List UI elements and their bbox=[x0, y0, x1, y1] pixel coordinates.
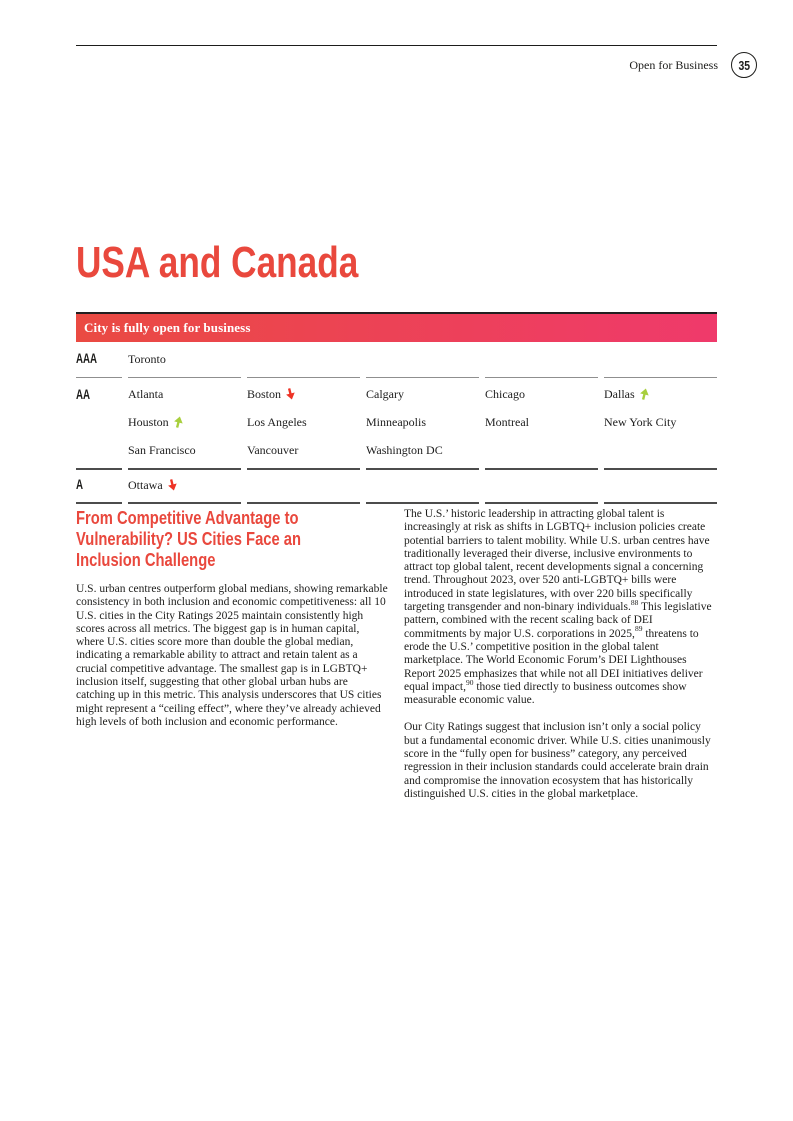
rating-row-aa bbox=[76, 378, 717, 468]
page-header bbox=[76, 52, 757, 78]
city-name: Dallas bbox=[604, 387, 635, 401]
city-name: Houston bbox=[128, 415, 169, 429]
city-item bbox=[247, 442, 360, 458]
footnote-ref: 88 bbox=[630, 597, 639, 607]
rating-grade-label: AAA bbox=[76, 351, 98, 366]
row-divider bbox=[76, 377, 717, 378]
city-name: Vancouver bbox=[247, 443, 299, 457]
article-left-column bbox=[76, 508, 389, 815]
city-item bbox=[247, 414, 360, 430]
ratings-rows bbox=[76, 342, 717, 504]
article-right-body bbox=[404, 508, 717, 801]
city-name: San Francisco bbox=[128, 443, 196, 457]
rating-grade-label: A bbox=[76, 477, 84, 492]
city-item bbox=[128, 350, 241, 368]
rating-grade bbox=[76, 386, 122, 458]
city-item bbox=[128, 414, 241, 430]
row-divider bbox=[76, 468, 717, 470]
trend-up-icon bbox=[639, 388, 650, 400]
city-item bbox=[128, 442, 241, 458]
divider-segment bbox=[485, 468, 598, 470]
city-name: Boston bbox=[247, 387, 282, 401]
city-item bbox=[128, 476, 241, 494]
divider-segment bbox=[128, 377, 241, 378]
divider-segment bbox=[247, 468, 360, 470]
rating-grade bbox=[76, 350, 122, 368]
divider-segment bbox=[485, 502, 598, 504]
rating-row-aaa bbox=[76, 342, 717, 377]
rating-row-a bbox=[76, 470, 717, 502]
city-item bbox=[366, 414, 479, 430]
city-name: Los Angeles bbox=[247, 415, 307, 429]
footnote-ref: 90 bbox=[465, 677, 474, 687]
article-left-body bbox=[76, 583, 389, 729]
city-name: Minneapolis bbox=[366, 415, 426, 429]
heading-line: From Competitive Advantage to bbox=[76, 508, 299, 528]
city-name: Washington DC bbox=[366, 443, 443, 457]
city-name: Chicago bbox=[485, 387, 525, 401]
city-name: New York City bbox=[604, 415, 677, 429]
ratings-banner-label: City is fully open for business bbox=[84, 320, 251, 335]
heading-line: Inclusion Challenge bbox=[76, 550, 216, 570]
divider-segment bbox=[366, 377, 479, 378]
divider-segment bbox=[76, 377, 122, 378]
city-ratings-table bbox=[76, 312, 717, 504]
heading-line: Vulnerability? US Cities Face an bbox=[76, 529, 302, 549]
article-right-column bbox=[404, 508, 717, 815]
row-divider bbox=[76, 502, 717, 504]
city-item bbox=[604, 414, 717, 430]
page-number: 35 bbox=[738, 57, 750, 73]
city-item bbox=[366, 442, 479, 458]
city-name: Montreal bbox=[485, 415, 529, 429]
divider-segment bbox=[485, 377, 598, 378]
section-label: Open for Business bbox=[629, 57, 718, 72]
divider-segment bbox=[366, 502, 479, 504]
divider-segment bbox=[76, 468, 122, 470]
city-name: Atlanta bbox=[128, 387, 164, 401]
trend-up-icon bbox=[173, 416, 184, 428]
footnote-ref: 89 bbox=[634, 624, 643, 634]
article-columns bbox=[76, 508, 717, 815]
divider-segment bbox=[604, 468, 717, 470]
divider-segment bbox=[604, 502, 717, 504]
city-item bbox=[485, 386, 598, 402]
divider-segment bbox=[604, 377, 717, 378]
page-title: USA and Canada bbox=[76, 238, 359, 288]
city-item bbox=[604, 386, 717, 402]
rating-grade-label: AA bbox=[76, 387, 91, 402]
article-heading bbox=[76, 508, 389, 571]
divider-segment bbox=[366, 468, 479, 470]
divider-segment bbox=[128, 468, 241, 470]
paragraph: U.S. urban centres outperform global medians, showing remarkable consistency in both inclusion and economic competitiveness: all 10 U.S. cities in the City Ratings 2025 maintain consistently high scores across all metrics. The biggest gap is in human capital, where U.S. cities score more than double the global median, indicating a remarkable ability to attract and retain talent as a crucial competitive advantage. The smallest gap is in LGBTQ+ inclusion itself, suggesting that other global urban hubs are catching up in this metric. This analysis underscores that US cities might represent a “ceiling effect”, where they’ve already achieved high levels of both inclusion and economic performance. bbox=[76, 583, 388, 728]
city-item bbox=[128, 386, 241, 402]
paragraph: Our City Ratings suggest that inclusion isn’t only a social policy but a fundamental economic driver. While U.S. cities unanimously score in the “fully open for business” category, any perceived regression in their inclusion standards could accelerate brain drain and compromise the innovation ecosystem that has historically distinguished U.S. cities in the global marketplace. bbox=[404, 721, 711, 800]
ratings-banner bbox=[76, 312, 717, 342]
page-number-badge bbox=[731, 52, 757, 78]
trend-down-icon bbox=[285, 388, 296, 400]
city-name: Calgary bbox=[366, 387, 404, 401]
city-item bbox=[366, 386, 479, 402]
divider-segment bbox=[128, 502, 241, 504]
header-rule bbox=[76, 45, 717, 46]
city-item bbox=[485, 414, 598, 430]
divider-segment bbox=[247, 502, 360, 504]
city-item bbox=[247, 386, 360, 402]
city-name: Ottawa bbox=[128, 478, 163, 492]
divider-segment bbox=[247, 377, 360, 378]
divider-segment bbox=[76, 502, 122, 504]
trend-down-icon bbox=[167, 479, 178, 491]
city-name: Toronto bbox=[128, 352, 166, 366]
rating-grade bbox=[76, 476, 122, 494]
paragraph: The U.S.’ historic leadership in attracting global talent is increasingly at risk as shifts in LGBTQ+ inclusion policies create potential barriers to talent mobility. While U.S. urban centres have traditionally leveraged their diverse, inclusive environments to attract top global talent, recent developments signal a concerning trend. Throughout 2023, over 520 anti-LGBTQ+ bills were introduced in state legislatures, with over 220 bills specifically targeting transgender and non-binary individuals.$^{88}$ This legislative pattern, combined with the recent scaling back of DEI commitments by major U.S. corporations in 2025,89 threatens to erode the U.S.’ competitive position in the global talent marketplace. The World Economic Forum’s DEI Lighthouses Report 2025 emphasizes that while not all DEI initiatives deliver equal impact,$^{90}$ those tied directly to business outcomes show measurable economic value. bbox=[404, 508, 712, 707]
